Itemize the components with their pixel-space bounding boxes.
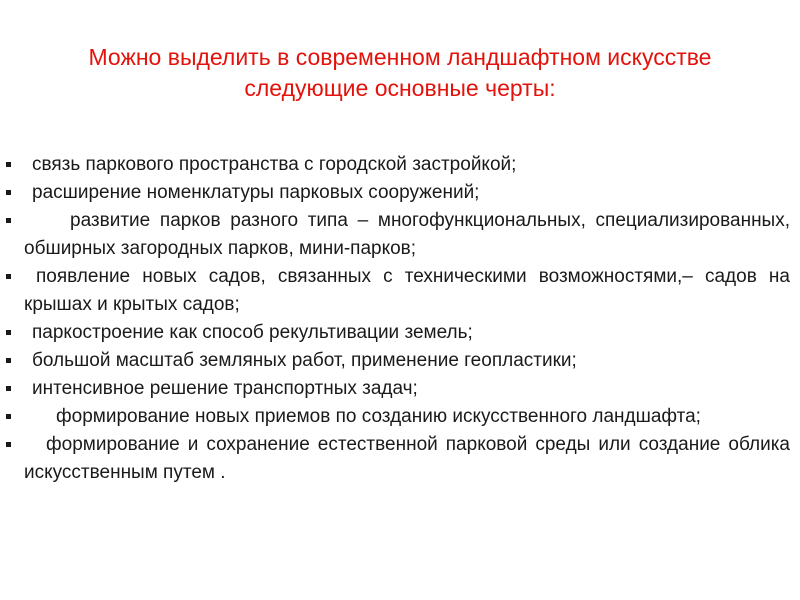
list-item: [0, 347, 790, 375]
list-item: [0, 179, 790, 207]
slide-title-line-1: Можно выделить в современном ландшафтном искусстве: [88, 44, 712, 70]
features-list: [0, 151, 790, 487]
list-item-text: формирование новых приемов по созданию искусственного ландшафта;: [56, 406, 701, 427]
square-bullet-icon: [6, 358, 11, 363]
slide-title-line-2: следующие основные черты:: [244, 75, 556, 101]
square-bullet-icon: [6, 274, 11, 279]
list-item: [0, 319, 790, 347]
list-item: [0, 403, 790, 431]
list-item-text: расширение номенклатуры парковых сооружений;: [32, 182, 480, 203]
square-bullet-icon: [6, 330, 11, 335]
list-item: [0, 207, 790, 263]
square-bullet-icon: [6, 190, 11, 195]
square-bullet-icon: [6, 162, 11, 167]
list-item-text: большой масштаб земляных работ, применение геопластики;: [32, 350, 577, 371]
list-item-text: развитие парков разного типа – многофункциональных, специализированных, обширных загородных парков, мини-парков;: [24, 210, 790, 259]
list-item: [0, 151, 790, 179]
slide-title: [20, 42, 780, 104]
list-item: [0, 375, 790, 403]
square-bullet-icon: [6, 386, 11, 391]
list-item-text: паркостроение как способ рекультивации земель;: [32, 322, 473, 343]
list-item-text: связь паркового пространства с городской застройкой;: [32, 154, 517, 175]
square-bullet-icon: [6, 218, 11, 223]
square-bullet-icon: [6, 414, 11, 419]
list-item-text: появление новых садов, связанных с техническими возможностями,– садов на крышах и крытых садов;: [24, 266, 790, 315]
list-item-text: интенсивное решение транспортных задач;: [32, 378, 418, 399]
square-bullet-icon: [6, 442, 11, 447]
list-item: [0, 431, 790, 487]
list-item-text: формирование и сохранение естественной парковой среды или создание облика искусственным путем .: [24, 434, 790, 483]
list-item: [0, 263, 790, 319]
